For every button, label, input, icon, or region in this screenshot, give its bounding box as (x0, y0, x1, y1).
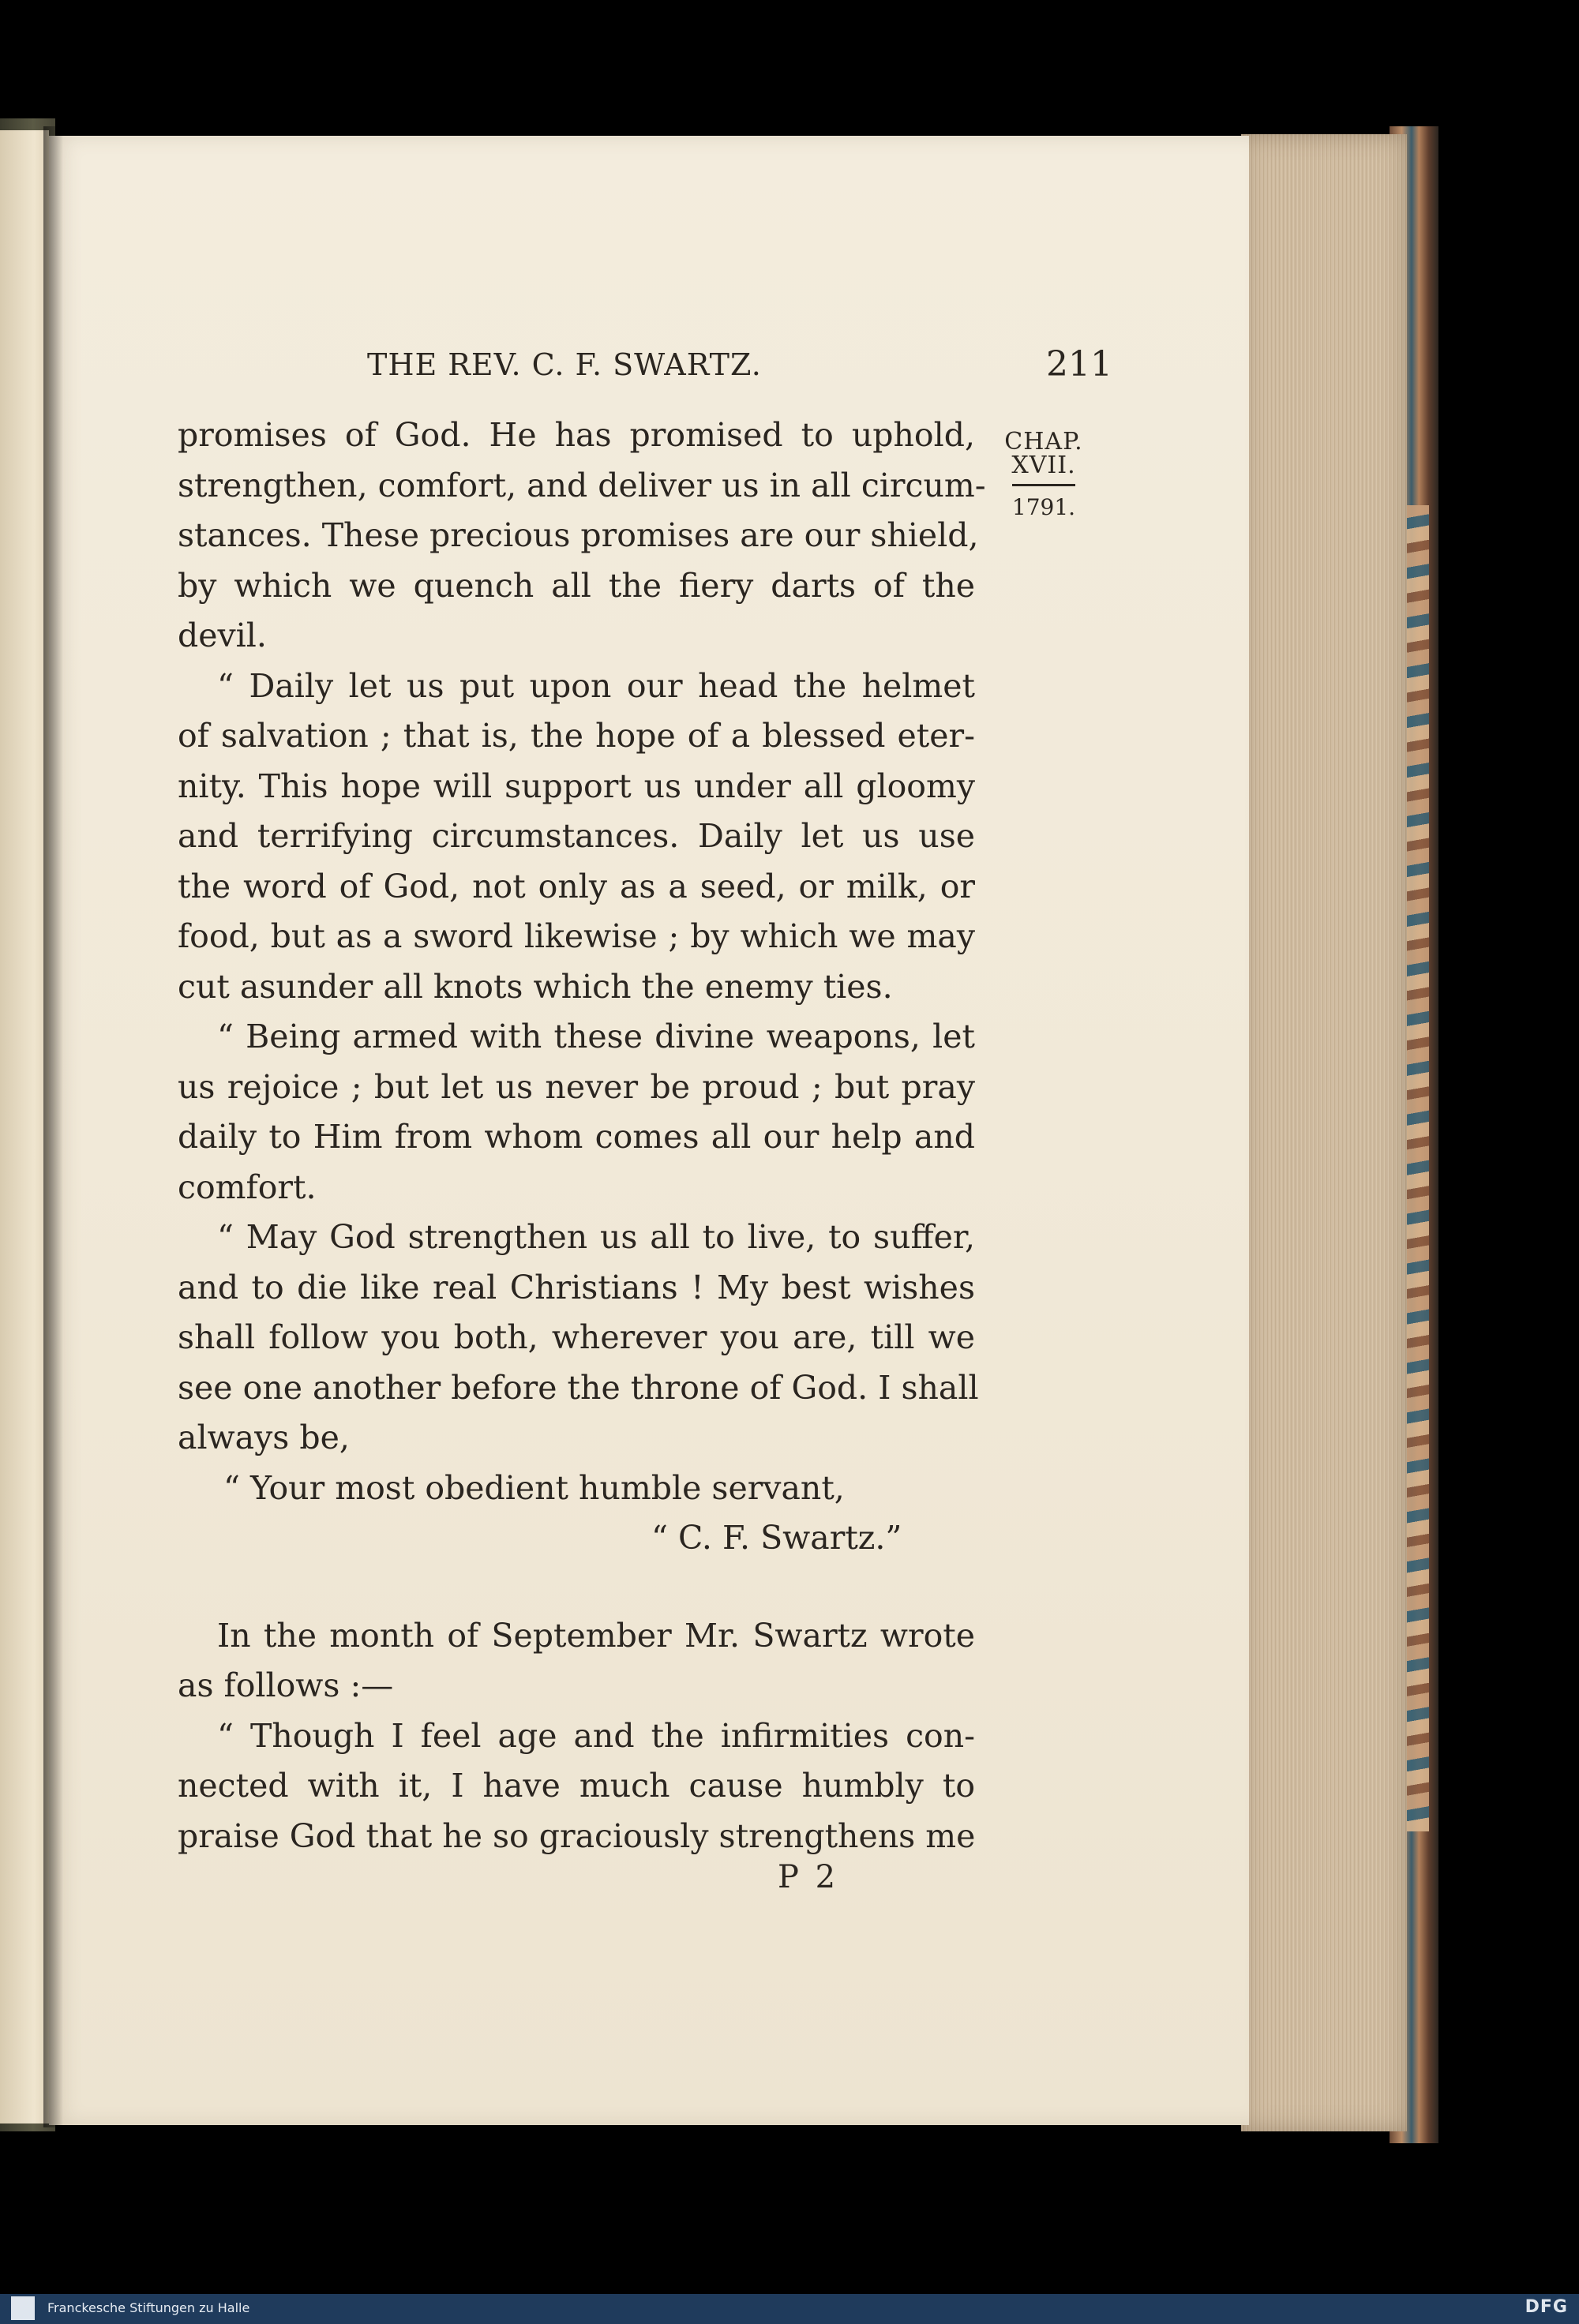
text-line: daily to Him from whom comes all our help and (178, 1118, 975, 1156)
text-line: “ Being armed with these divine weapons, let (217, 1018, 975, 1055)
paragraph-gap (178, 1564, 975, 1611)
margin-rule (1012, 484, 1075, 486)
text-line: as follows :— (178, 1666, 394, 1704)
text-line: strengthen, comfort, and deliver us in all circum- (178, 466, 986, 504)
text-line: devil. (178, 617, 267, 654)
text-line: cut asunder all knots which the enemy ties. (178, 967, 893, 1006)
text-line: comfort. (178, 1168, 317, 1206)
body-text (178, 410, 986, 1861)
text-line: always be, (178, 1419, 350, 1456)
text-line: shall follow you both, wherever you are, till we (178, 1318, 975, 1356)
text-line: praise God that he so graciously strengthens me (178, 1816, 976, 1855)
text-line: and to die like real Christians ! My best wishes (178, 1268, 975, 1306)
letter-signature: “ C. F. Swartz.” (651, 1519, 902, 1557)
footer-institution: Franckesche Stiftungen zu Halle (47, 2300, 250, 2315)
institution-logo-icon (11, 2296, 35, 2320)
page-header (182, 344, 1112, 395)
margin-note (996, 430, 1091, 520)
text-line: promises of God. He has promised to uphold, (178, 416, 975, 454)
page-number: 211 (1046, 344, 1112, 384)
text-line: “ May God strengthen us all to live, to suffer, (217, 1218, 975, 1256)
text-line: of salvation ; that is, the hope of a blessed eter- (178, 717, 975, 755)
spine-shadow (43, 126, 63, 2127)
margin-year: 1791. (1011, 494, 1076, 520)
text-line: see one another before the throne of God. I shall (178, 1368, 979, 1407)
closing-line: “ Your most obedient humble servant, (223, 1468, 845, 1507)
text-line: “ Though I feel age and the infirmities con- (217, 1716, 975, 1755)
page-block-edges (1241, 134, 1407, 2131)
text-line: by which we quench all the fiery darts of the (178, 566, 975, 605)
margin-chap-label: CHAP. (1004, 428, 1083, 455)
text-line: “ Daily let us put upon our head the helmet (217, 666, 975, 705)
printer-signature-mark: P 2 (778, 1859, 839, 1895)
text-line: In the month of September Mr. Swartz wrote (217, 1616, 975, 1655)
left-page-edge (0, 130, 49, 2123)
text-line: nected with it, I have much cause humbly to (178, 1767, 975, 1805)
text-line: and terrifying circumstances. Daily let us use (178, 817, 975, 855)
text-line: the word of God, not only as a seed, or milk, or (178, 867, 975, 905)
text-line: food, but as a sword likewise ; by which we may (178, 917, 975, 955)
text-line: stances. These precious promises are our shield, (178, 516, 979, 554)
text-line: nity. This hope will support us under all gloomy (178, 767, 975, 805)
running-head: THE REV. C. F. SWARTZ. (367, 347, 762, 382)
dfg-logo: DFG (1525, 2297, 1568, 2317)
margin-chap-number: XVII. (1011, 452, 1076, 479)
text-line: us rejoice ; but let us never be proud ; but pray (178, 1067, 975, 1106)
